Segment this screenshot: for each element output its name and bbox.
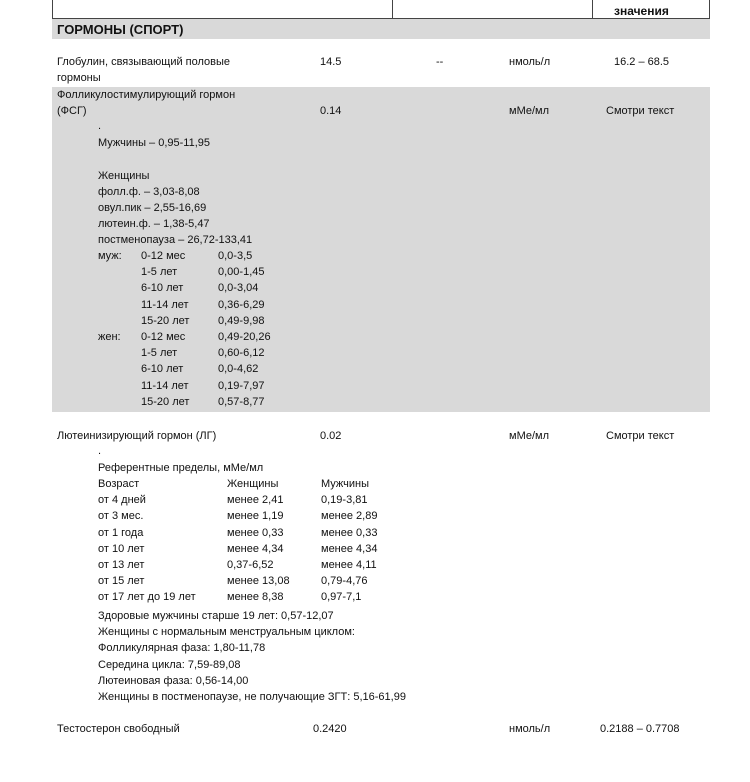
table-row [98,494,421,510]
lh-women: менее 8,38 [227,591,284,604]
fsh-age-sex [98,299,141,315]
fsh-women-line: лютеин.ф. – 1,38-5,47 [98,218,210,230]
lh-men: 0,19-3,81 [321,494,368,507]
lh-footer-line: Женщины с нормальным менструальным циклом: [98,626,355,639]
fsh-name-line1: Фолликулостимулирующий гормон [57,89,236,101]
shbg-name-line2: гормоны [57,72,101,84]
lh-col-women-header: Женщины [227,478,279,490]
fsh-age-sex [98,266,141,282]
fsh-result: 0.14 [320,105,342,117]
lh-footer-line: Здоровые мужчины старше 19 лет: 0,57-12,07 [98,610,334,622]
fsh-name-line2: (ФСГ) [57,105,87,117]
fsh-age-value: 0,49-20,26 [218,330,271,343]
lh-unit: мМе/мл [509,430,550,442]
fsh-age-value: 0,19-7,97 [218,379,265,392]
section-title: ГОРМОНЫ (СПОРТ) [57,22,184,37]
fsh-age-value: 0,60-6,12 [218,347,265,360]
lh-footer-line: Фолликулярная фаза: 1,80-11,78 [98,642,266,655]
fsh-unit: мМе/мл [509,105,550,117]
lh-name: Лютеинизирующий гормон (ЛГ) [57,430,217,442]
fsh-age-age: 0-12 мес [141,330,186,343]
lh-age: от 4 дней [98,494,146,507]
fsh-notes-dot: . [98,120,102,132]
table-row [98,591,421,607]
lh-footer-line: Женщины в постменопаузе, не получающие ЗГТ: 5,16-61,99 [98,691,406,704]
lh-age: от 17 лет до 19 лет [98,591,196,604]
shbg-flag: -- [436,56,444,68]
fsh-age-sex: жен: [98,330,121,343]
table-row [98,315,298,331]
table-row [98,299,298,315]
table-row [98,396,298,412]
fsh-age-age: 1-5 лет [141,266,178,279]
header-col-ref-label: значения [614,4,669,18]
fsh-age-value: 0,57-8,77 [218,395,265,408]
lh-men: менее 4,34 [321,542,378,555]
lh-footer-notes [98,608,406,705]
table-row [98,510,421,526]
table-row [98,282,298,298]
header-divider [592,0,593,18]
table-row [98,363,298,379]
fsh-age-age: 1-5 лет [141,347,178,360]
fsh-age-sex [98,282,141,298]
fsh-age-age: 15-20 лет [141,314,190,327]
lh-result: 0.02 [320,430,342,442]
shbg-result: 14.5 [320,56,342,68]
lh-notes-title: Референтные пределы, мМе/мл [98,462,264,474]
lh-ref: Смотри текст [606,430,675,442]
fsh-age-age: 0-12 мес [141,250,186,262]
table-row [98,543,421,559]
testo-unit: нмоль/л [509,723,551,735]
lh-women: менее 0,33 [227,526,284,539]
fsh-age-value: 0,00-1,45 [218,266,265,279]
lh-men: менее 0,33 [321,526,378,539]
table-row [98,347,298,363]
lh-notes-dot: . [98,445,102,457]
lh-col-age-header: Возраст [98,478,140,490]
fsh-women-title: Женщины [98,170,150,182]
testo-ref: 0.2188 – 0.7708 [600,723,680,735]
shbg-name-line1: Глобулин, связывающий половые [57,56,231,68]
testo-result: 0.2420 [313,723,347,735]
table-row [98,380,298,396]
lh-col-men-header: Мужчины [321,478,370,490]
fsh-age-age: 11-14 лет [141,298,189,311]
table-row [98,250,298,266]
fsh-men-range: Мужчины – 0,95-11,95 [98,137,211,149]
lh-age: от 15 лет [98,575,145,588]
fsh-women-line: овул.пик – 2,55-16,69 [98,202,207,214]
lh-women: менее 4,34 [227,542,284,555]
fsh-age-value: 0,0-3,5 [218,250,253,262]
fsh-age-sex [98,347,141,363]
fsh-age-age: 11-14 лет [141,379,189,392]
fsh-age-sex: муж: [98,250,122,262]
testo-name: Тестостерон свободный [57,723,180,735]
lh-women: 0,37-6,52 [227,558,274,571]
lh-women: менее 13,08 [227,575,290,588]
fsh-age-age: 6-10 лет [141,282,184,295]
table-header-box [52,0,710,19]
fsh-age-table [98,250,298,412]
fsh-age-value: 0,0-3,04 [218,282,259,295]
lh-men: менее 2,89 [321,510,378,523]
shbg-ref: 16.2 – 68.5 [614,56,670,68]
fsh-age-sex [98,396,141,412]
lh-footer-line: Середина цикла: 7,59-89,08 [98,658,241,671]
fsh-age-value: 0,0-4,62 [218,363,259,376]
fsh-age-value: 0,49-9,98 [218,314,265,327]
lh-age: от 1 года [98,526,144,539]
table-row [98,331,298,347]
lh-women: менее 2,41 [227,494,284,507]
fsh-women-line: фолл.ф. – 3,03-8,08 [98,186,200,198]
lh-men: 0,97-7,1 [321,591,362,604]
lh-age: от 10 лет [98,542,145,555]
lh-men: менее 4,11 [321,558,377,571]
shbg-unit: нмоль/л [509,56,551,68]
table-row [98,266,298,282]
table-row [98,575,421,591]
fsh-age-sex [98,315,141,331]
header-divider [52,0,53,18]
fsh-age-value: 0,36-6,29 [218,298,265,311]
fsh-women-line: постменопауза – 26,72-133,41 [98,234,253,246]
lh-age: от 3 мес. [98,510,144,523]
lh-age-table [98,478,421,608]
lh-men: 0,79-4,76 [321,575,368,588]
lh-women: менее 1,19 [227,510,284,523]
fsh-age-sex [98,380,141,396]
fsh-ref: Смотри текст [606,105,675,117]
header-divider [392,0,393,18]
lh-footer-line: Лютеиновая фаза: 0,56-14,00 [98,674,249,687]
table-row [98,478,421,494]
fsh-age-age: 15-20 лет [141,395,190,408]
table-row [98,559,421,575]
fsh-age-age: 6-10 лет [141,363,184,376]
table-row [98,527,421,543]
fsh-age-sex [98,363,141,379]
lh-age: от 13 лет [98,558,145,571]
